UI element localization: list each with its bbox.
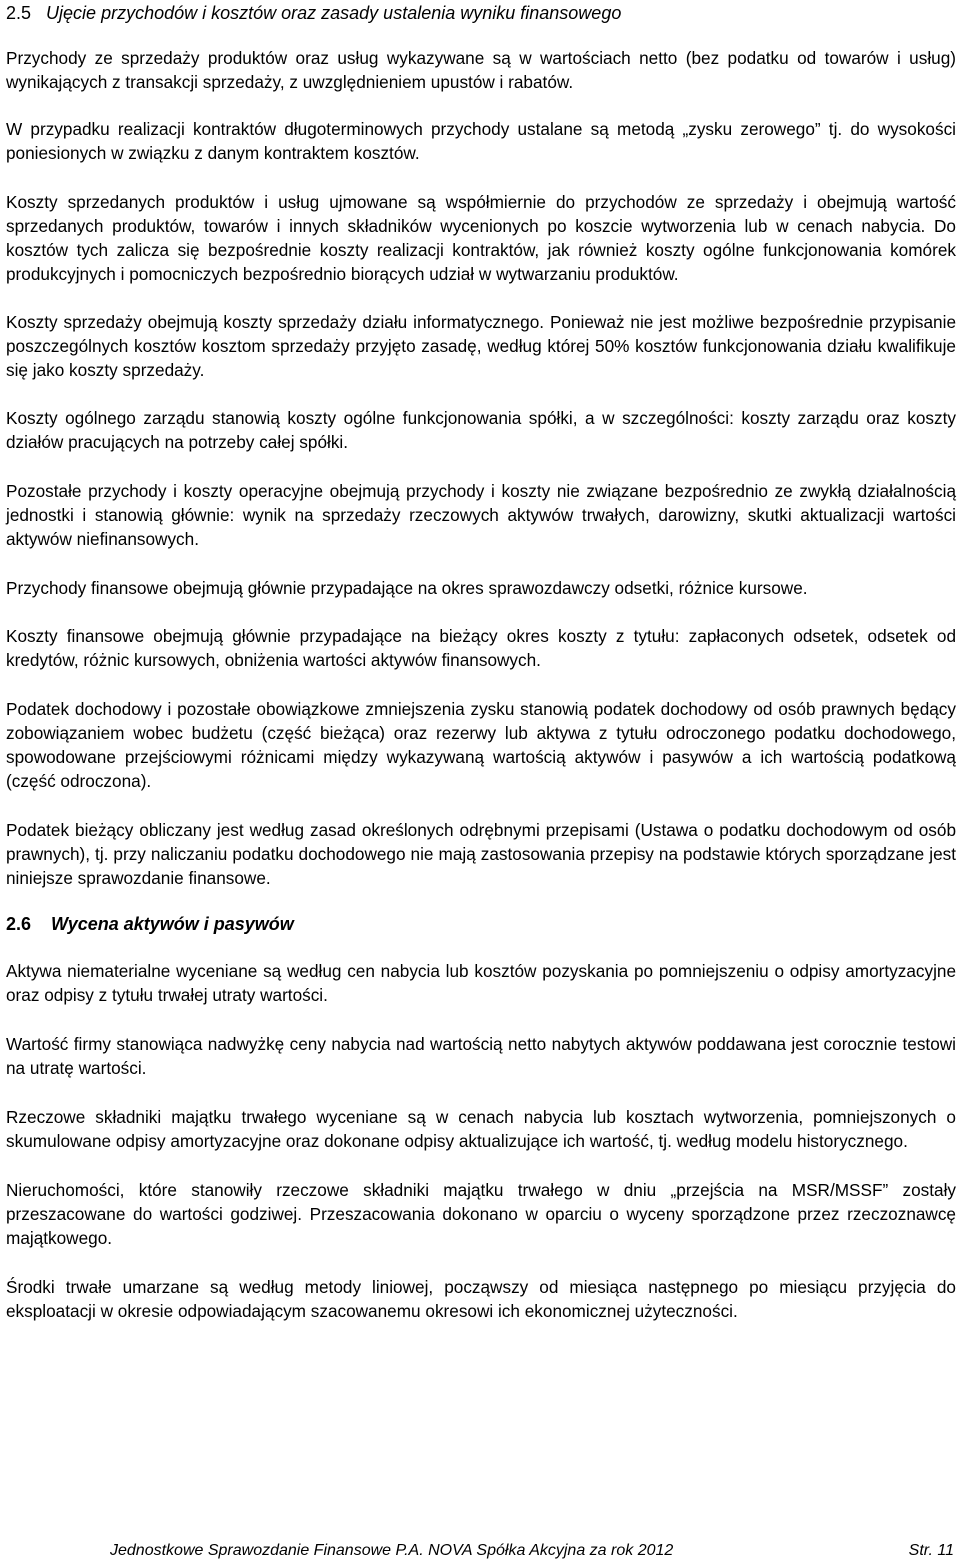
paragraph: Wartość firmy stanowiąca nadwyżkę ceny nabycia nad wartością netto nabytych aktywów poddawana jest corocznie testowi na utratę wartości. xyxy=(6,1034,956,1078)
document-page xyxy=(6,0,956,1323)
section-heading-2-6 xyxy=(6,912,956,936)
section-title: Wycena aktywów i pasywów xyxy=(51,914,294,934)
paragraph: Pozostałe przychody i koszty operacyjne obejmują przychody i koszty nie związane bezpośrednio ze zwykłą działalnością jednostki i stanowią głównie: wynik na sprzedaży rzeczowych aktywów trwałych, darowizny, skutki aktualizacji wartości aktywów niefinansowych. xyxy=(6,481,956,549)
paragraph: Koszty finansowe obejmują głównie przypadające na bieżący okres koszty z tytułu: zapłaconych odsetek, odsetek od kredytów, różnic kursowych, obniżenia wartości aktywów finansowych. xyxy=(6,626,956,670)
paragraph: Przychody ze sprzedaży produktów oraz usług wykazywane są w wartościach netto (bez podatku od towarów i usług) wynikających z transakcji sprzedaży, z uwzględnieniem upustów i rabatów. xyxy=(6,48,956,92)
paragraph: Środki trwałe umarzane są według metody liniowej, począwszy od miesiąca następnego po miesiącu przyjęcia do eksploatacji w okresie odpowiadającym szacowanemu okresowi ich ekonomicznej użyteczności. xyxy=(6,1277,956,1321)
paragraph: W przypadku realizacji kontraktów długoterminowych przychody ustalane są metodą „zysku zerowego” tj. do wysokości poniesionych w związku z danym kontraktem kosztów. xyxy=(6,119,956,163)
paragraph: Podatek bieżący obliczany jest według zasad określonych odrębnymi przepisami (Ustawa o podatku dochodowym od osób prawnych), tj. przy naliczaniu podatku dochodowego nie mają zastosowania przepisy na podstawie których sporządzane jest niniejsze sprawozdanie finansowe. xyxy=(6,820,956,888)
page-number: Str. 11 xyxy=(908,1542,954,1559)
paragraph: Nieruchomości, które stanowiły rzeczowe składniki majątku trwałego w dniu „przejścia na MSR/MSSF” zostały przeszacowane do wartości godziwej. Przeszacowania dokonano w oparciu o wyceny sporządzone przez rzeczoznawcę majątkowego. xyxy=(6,1180,956,1248)
paragraph: Koszty sprzedaży obejmują koszty sprzedaży działu informatycznego. Ponieważ nie jest możliwe bezpośrednie przypisanie poszczególnych kosztów kosztom sprzedaży przyjęto zasadę, według której 50% kosztów funkcjonowania działu kwalifikuje się jako koszty sprzedaży. xyxy=(6,312,956,380)
section-number: 2.5 xyxy=(6,3,32,23)
section-title: Ujęcie przychodów i kosztów oraz zasady ustalenia wyniku finansowego xyxy=(46,3,622,23)
paragraph: Podatek dochodowy i pozostałe obowiązkowe zmniejszenia zysku stanowią podatek dochodowy od osób prawnych będący zobowiązaniem wobec budżetu (część bieżąca) oraz rezerwy lub aktywa z tytułu odroczonego podatku dochodowego, spowodowane przejściowymi różnicami między wykazywaną wartością aktywów i pasywów a ich wartością podatkową (część odroczona). xyxy=(6,699,956,791)
paragraph: Koszty sprzedanych produktów i usług ujmowane są współmiernie do przychodów ze sprzedaży i obejmują wartość sprzedanych produktów, towarów i innych składników wycenionych po koszcie wytworzenia lub w cenach nabycia. Do kosztów tych zalicza się bezpośrednie koszty realizacji kontraktów, jak również koszty ogólne funkcjonowania komórek produkcyjnych i pomocniczych bezpośrednio biorących udział w wytwarzaniu produktów. xyxy=(6,192,956,284)
paragraph: Koszty ogólnego zarządu stanowią koszty ogólne funkcjonowania spółki, a w szczególności: koszty zarządu oraz koszty działów pracujących na potrzeby całej spółki. xyxy=(6,408,956,452)
footer-title: Jednostkowe Sprawozdanie Finansowe P.A. NOVA Spółka Akcyjna za rok 2012 xyxy=(110,1542,674,1559)
page-footer xyxy=(110,1541,954,1561)
section-number: 2.6 xyxy=(6,914,32,934)
section-heading-2-5 xyxy=(6,0,956,25)
paragraph: Aktywa niematerialne wyceniane są według cen nabycia lub kosztów pozyskania po pomniejszeniu o odpisy amortyzacyjne oraz odpisy z tytułu trwałej utraty wartości. xyxy=(6,961,956,1005)
paragraph: Rzeczowe składniki majątku trwałego wyceniane są w cenach nabycia lub kosztach wytworzenia, pomniejszonych o skumulowane odpisy amortyzacyjne oraz dokonane odpisy aktualizujące ich wartość, tj. według modelu historycznego. xyxy=(6,1107,956,1151)
paragraph: Przychody finansowe obejmują głównie przypadające na okres sprawozdawczy odsetki, różnice kursowe. xyxy=(6,578,808,598)
